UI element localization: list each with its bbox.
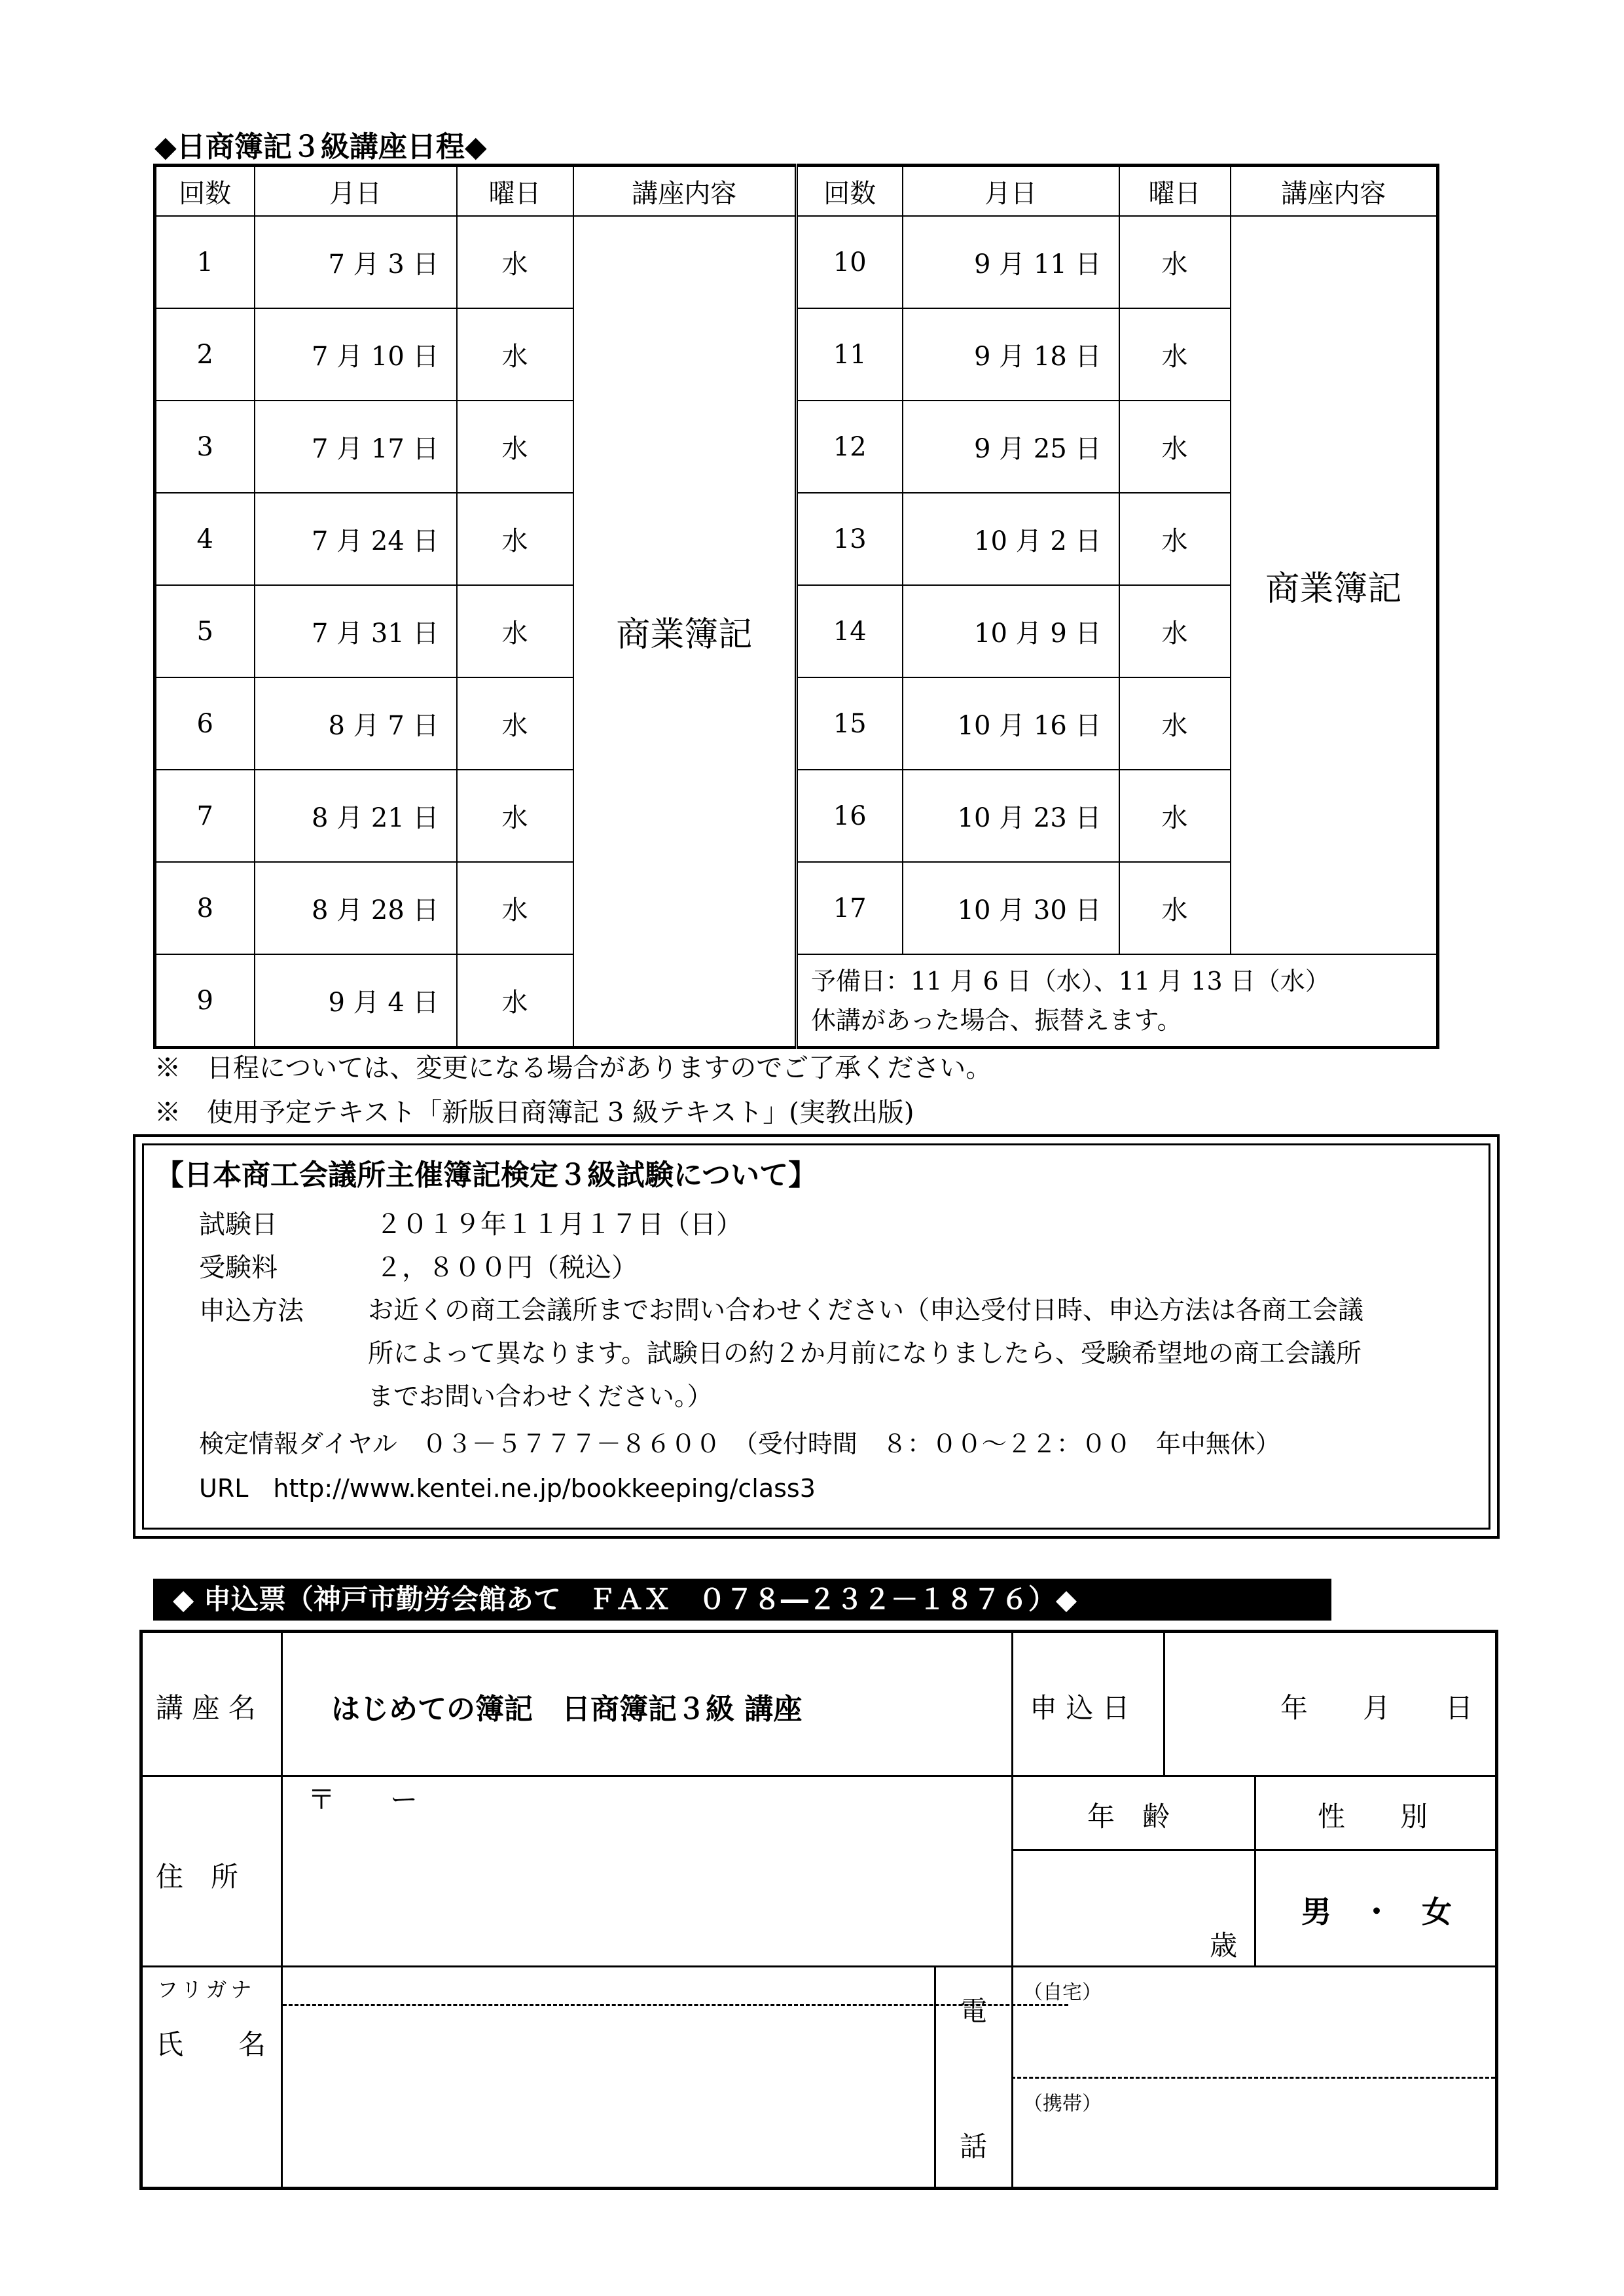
session-day: 水 xyxy=(457,493,573,585)
session-date: 9 月 25 日 xyxy=(903,401,1119,493)
session-day: 水 xyxy=(1119,401,1231,493)
age-label: 年 齢 xyxy=(1087,1801,1170,1833)
session-date: 7 月 31 日 xyxy=(255,585,457,677)
header-no: 回数 xyxy=(797,166,903,217)
session-no: 14 xyxy=(797,585,903,677)
session-date: 9 月 4 日 xyxy=(255,954,457,1048)
reserve-note xyxy=(797,954,1438,1048)
exam-date-label: 試験日 xyxy=(199,1210,278,1240)
exam-info-box xyxy=(133,1134,1500,1539)
session-date: 8 月 28 日 xyxy=(255,862,457,954)
application-form-header xyxy=(153,1579,1331,1621)
session-date: 10 月 9 日 xyxy=(903,585,1119,677)
session-date: 9 月 18 日 xyxy=(903,308,1119,401)
session-day: 水 xyxy=(1119,770,1231,862)
exam-method-line: までお問い合わせください。） xyxy=(368,1382,713,1412)
exam-url[interactable]: URL http://www.kentei.ne.jp/bookkeeping/class3 xyxy=(199,1474,816,1503)
session-no: 2 xyxy=(155,308,255,401)
session-no: 15 xyxy=(797,677,903,770)
phone-label-bottom: 話 xyxy=(960,2130,988,2162)
session-date: 7 月 24 日 xyxy=(255,493,457,585)
session-no: 6 xyxy=(155,677,255,770)
age-field[interactable] xyxy=(1013,1851,1252,1964)
session-day: 水 xyxy=(457,216,573,308)
session-day: 水 xyxy=(1119,493,1231,585)
phone-divider xyxy=(1011,2077,1495,2079)
session-day: 水 xyxy=(457,401,573,493)
session-day: 水 xyxy=(457,770,573,862)
session-day: 水 xyxy=(457,677,573,770)
schedule-note: ※ 日程については、変更になる場合がありますのでご了承ください。 xyxy=(154,1053,992,1083)
session-day: 水 xyxy=(457,585,573,677)
exam-date-value: ２０１９年１１月１７日（日） xyxy=(376,1210,742,1240)
session-no: 8 xyxy=(155,862,255,954)
sex-options[interactable]: 男 ・ 女 xyxy=(1301,1894,1452,1929)
session-no: 10 xyxy=(797,216,903,308)
textbook-note: ※ 使用予定テキスト「新版日商簿記 3 級テキスト」(実教出版) xyxy=(154,1098,914,1128)
header-date: 月日 xyxy=(903,166,1119,217)
session-no: 3 xyxy=(155,401,255,493)
schedule-title: ◆日商簿記３級講座日程◆ xyxy=(154,130,487,164)
session-no: 12 xyxy=(797,401,903,493)
session-day: 水 xyxy=(1119,677,1231,770)
session-date: 7 月 10 日 xyxy=(255,308,457,401)
session-day: 水 xyxy=(1119,585,1231,677)
session-day: 水 xyxy=(1119,862,1231,954)
postal-code-field[interactable]: 〒 ー xyxy=(308,1784,418,1816)
home-phone-label: （自宅） xyxy=(1023,1981,1102,2004)
session-no: 7 xyxy=(155,770,255,862)
session-no: 1 xyxy=(155,216,255,308)
address-field[interactable] xyxy=(283,1816,1009,1964)
topic-right: 商業簿記 xyxy=(1231,216,1438,954)
application-form xyxy=(139,1630,1498,2190)
session-date: 8 月 7 日 xyxy=(255,677,457,770)
exam-fee-value: ２，８００円（税込） xyxy=(376,1253,638,1283)
schedule-table xyxy=(153,164,1439,1049)
schedule-header-row xyxy=(155,166,1438,217)
session-day: 水 xyxy=(457,308,573,401)
session-date: 10 月 30 日 xyxy=(903,862,1119,954)
name-label: 氏 名 xyxy=(156,2028,266,2060)
address-label: 住 所 xyxy=(156,1861,239,1893)
mobile-phone-label: （携帯） xyxy=(1023,2092,1102,2115)
session-no: 17 xyxy=(797,862,903,954)
exam-method-line: お近くの商工会議所までお問い合わせください（申込受付日時、申込方法は各商工会議 xyxy=(368,1296,1364,1325)
course-label: 講 座 名 xyxy=(156,1692,256,1724)
topic-left: 商業簿記 xyxy=(573,216,797,1048)
exam-fee-label: 受験料 xyxy=(199,1253,278,1283)
session-date: 9 月 11 日 xyxy=(903,216,1119,308)
phone-label-top: 電 xyxy=(960,1995,988,2027)
table-row xyxy=(155,216,1438,308)
home-phone-field[interactable] xyxy=(1013,2006,1495,2075)
session-date: 10 月 16 日 xyxy=(903,677,1119,770)
name-field[interactable] xyxy=(283,2006,933,2187)
exam-dial-line: 検定情報ダイヤル ０３－５７７７－８６００ （受付時間 ８：００～２２：００ 年中無休） xyxy=(199,1429,1280,1458)
header-date: 月日 xyxy=(255,166,457,217)
sex-label: 性 別 xyxy=(1318,1801,1428,1833)
session-no: 5 xyxy=(155,585,255,677)
session-date: 10 月 23 日 xyxy=(903,770,1119,862)
session-day: 水 xyxy=(1119,308,1231,401)
header-topic: 講座内容 xyxy=(573,166,797,217)
form-divider xyxy=(1163,1633,1165,1775)
mobile-phone-field[interactable] xyxy=(1013,2117,1495,2185)
session-day: 水 xyxy=(457,954,573,1048)
form-divider xyxy=(1254,1775,1256,1965)
session-day: 水 xyxy=(1119,216,1231,308)
session-date: 7 月 17 日 xyxy=(255,401,457,493)
form-divider xyxy=(934,1965,936,2187)
session-date: 8 月 21 日 xyxy=(255,770,457,862)
reserve-line: 休講があった場合、振替えます。 xyxy=(811,1005,1182,1035)
apply-date-field[interactable]: 年 月 日 xyxy=(1280,1692,1473,1724)
session-date: 7 月 3 日 xyxy=(255,216,457,308)
session-date: 10 月 2 日 xyxy=(903,493,1119,585)
reserve-line: 予備日：11 月 6 日（水）、11 月 13 日（水） xyxy=(811,966,1330,996)
exam-title: 【日本商工会議所主催簿記検定３級試験について】 xyxy=(155,1158,818,1192)
exam-method-line: 所によって異なります。試験日の約２か月前になりましたら、受験希望地の商工会議所 xyxy=(368,1339,1362,1369)
header-topic: 講座内容 xyxy=(1231,166,1438,217)
header-day: 曜日 xyxy=(1119,166,1231,217)
session-no: 11 xyxy=(797,308,903,401)
apply-date-label: 申 込 日 xyxy=(1030,1692,1130,1724)
application-form-title: ◆ 申込票（神戸市勤労会館あて ＦＡＸ ０７８―２３２－１８７６）◆ xyxy=(173,1583,1077,1615)
furigana-label: フリガナ xyxy=(157,1977,256,2002)
course-name: はじめての簿記 日商簿記３級 講座 xyxy=(331,1693,803,1726)
session-no: 13 xyxy=(797,493,903,585)
table-row xyxy=(155,954,1438,1048)
session-no: 16 xyxy=(797,770,903,862)
header-no: 回数 xyxy=(155,166,255,217)
session-no: 4 xyxy=(155,493,255,585)
exam-method-label: 申込方法 xyxy=(199,1296,304,1326)
session-no: 9 xyxy=(155,954,255,1048)
age-unit: 歳 xyxy=(1210,1929,1238,1962)
furigana-field[interactable] xyxy=(283,1967,933,2003)
session-day: 水 xyxy=(457,862,573,954)
header-day: 曜日 xyxy=(457,166,573,217)
form-divider xyxy=(143,1775,1495,1777)
